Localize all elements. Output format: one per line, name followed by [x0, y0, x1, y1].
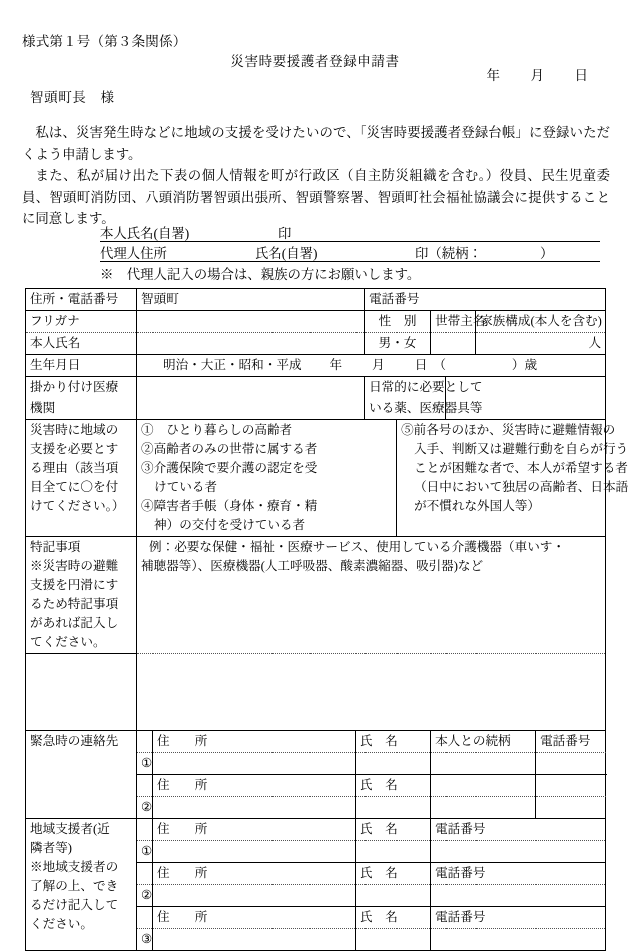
signature-block	[100, 222, 600, 283]
birthdate-value-cell[interactable]	[137, 355, 606, 377]
birthdate-label: 生年月日	[26, 355, 137, 377]
special-label-line-2: ※災害時の避難	[30, 559, 119, 573]
emergency-row-1-address-label: 住 所	[153, 731, 356, 753]
special-notes-input-cell[interactable]	[137, 654, 606, 731]
clinic-value-cell[interactable]	[137, 377, 365, 420]
table-row-emergency-1-header	[26, 731, 606, 753]
supporter-row-1-phone-input[interactable]	[431, 841, 606, 863]
reason-item-3[interactable]: ③介護保険で要介護の認定を受	[141, 461, 318, 475]
emergency-row-1-marker-top	[137, 731, 153, 753]
supporter-row-1-name-input[interactable]	[356, 841, 431, 863]
table-row-special-notes-input	[26, 654, 606, 731]
birthdate-day: 日	[414, 358, 428, 372]
emergency-row-2-name-label: 氏 名	[356, 775, 431, 797]
furigana-label: フリガナ	[26, 311, 137, 333]
supporter-row-3-phone-input[interactable]	[431, 929, 606, 951]
clinic-label-line2: 機関	[26, 398, 137, 420]
emergency-row-2-relation-label	[431, 775, 536, 797]
birthdate-month: 月	[372, 358, 385, 372]
table-row-reason	[26, 420, 606, 537]
reason-label-line-4: 目全てに〇を付	[30, 480, 119, 494]
table-row-furigana	[26, 311, 606, 333]
agent-note: ※ 代理人記入の場合は、親族の方にお願いします。	[100, 267, 421, 282]
special-label-line-6: てください。	[30, 635, 106, 649]
emergency-row-2-relation-input[interactable]	[431, 797, 536, 819]
emergency-row-2-marker: ②	[137, 797, 153, 819]
agent-address-label: 代理人住所	[100, 246, 167, 261]
reason-item-5-cont-1: 入手、判断又は避難行動を自らが行う	[414, 442, 629, 456]
special-label-line-4: るため特記事項	[30, 597, 119, 611]
supporter-row-2-marker-top	[137, 863, 153, 885]
name-label: 本人氏名	[26, 333, 137, 355]
reason-item-5-cont-2: ことが困難な者で、本人が希望する者	[414, 461, 628, 475]
reason-label-line-2: 支援を必要とす	[30, 442, 119, 456]
supporter-row-1-marker: ①	[137, 841, 153, 863]
household-head-value-cell[interactable]	[431, 333, 476, 355]
self-signature-row[interactable]	[100, 222, 600, 242]
gender-label: 性 別	[365, 311, 431, 333]
emergency-label: 緊急時の連絡先	[26, 731, 137, 819]
registration-form-table	[25, 288, 629, 951]
birthdate-age-close: ）歳	[511, 358, 538, 372]
supporter-row-1-address-label: 住 所	[153, 819, 356, 841]
furigana-value-cell[interactable]	[137, 311, 365, 333]
agent-signature-row[interactable]	[100, 242, 600, 262]
agent-name-label: 氏名(自署)	[255, 246, 318, 261]
emergency-row-1-name-label: 氏 名	[356, 731, 431, 753]
supporter-row-2-phone-input[interactable]	[431, 885, 606, 907]
reason-item-4[interactable]: ④障害者手帳（身体・療育・精	[141, 499, 318, 513]
emergency-row-1-phone-label: 電話番号	[536, 731, 606, 753]
supporter-row-3-address-label: 住 所	[153, 907, 356, 929]
reason-item-1[interactable]: ① ひとり暮らしの高齢者	[141, 423, 293, 437]
medicine-label-line1: 日常的に必要として	[365, 377, 446, 399]
body-paragraph-1: 私は、災害発生時などに地域の支援を受けたいので、「災害時要援護者登録台帳」に登録いただくよう申請します。	[22, 125, 610, 162]
table-row-name	[26, 333, 606, 355]
special-label-cell	[26, 537, 137, 654]
supporter-row-3-address-input[interactable]	[153, 929, 356, 951]
birthdate-age-open: （	[433, 358, 446, 372]
supporter-label-cell	[26, 819, 137, 951]
supporter-row-3-name-input[interactable]	[356, 929, 431, 951]
supporter-row-3-phone-label: 電話番号	[431, 907, 606, 929]
reason-label-line-3: る理由（該当項	[30, 461, 119, 475]
name-value-cell[interactable]	[137, 333, 365, 355]
emergency-row-2-marker-top	[137, 775, 153, 797]
supporter-row-2-phone-label: 電話番号	[431, 863, 606, 885]
emergency-row-2-name-input[interactable]	[356, 797, 431, 819]
reason-item-2[interactable]: ②高齢者のみの世帯に属する者	[141, 442, 318, 456]
address-phone-label: 住所・電話番号	[26, 289, 137, 311]
address-value-cell[interactable]: 智頭町	[137, 289, 365, 311]
supporter-row-3-marker: ③	[137, 929, 153, 951]
special-example-cell	[137, 537, 606, 654]
agent-seal-label: 印（続柄：	[415, 246, 482, 261]
form-number: 様式第１号（第３条関係）	[22, 34, 187, 49]
emergency-row-1-name-input[interactable]	[356, 753, 431, 775]
agent-seal-close: ）	[540, 246, 554, 261]
reason-label-cell	[26, 420, 137, 537]
birthdate-year: 年	[329, 358, 343, 372]
body-text	[22, 122, 610, 230]
date-day-label: 日	[574, 68, 588, 83]
supporter-row-1-phone-label: 電話番号	[431, 819, 606, 841]
reason-item-5-cont-4: が不慣れな外国人等）	[414, 499, 540, 513]
reason-item-3-cont: けている者	[154, 480, 217, 494]
emergency-row-1-relation-input[interactable]	[431, 753, 536, 775]
reason-label-line-1: 災害時に地域の	[30, 423, 119, 437]
reason-item-5-cont-3: （日中において独居の高齢者、日本語	[414, 480, 629, 494]
supporter-label-line-6: ください。	[30, 917, 93, 931]
emergency-row-2-address-label: 住 所	[153, 775, 356, 797]
family-composition-value-cell[interactable]: 人	[476, 333, 606, 355]
table-row-special-notes	[26, 537, 606, 654]
supporter-row-2-marker: ②	[137, 885, 153, 907]
date-line	[0, 64, 630, 84]
self-name-label: 本人氏名(自署)	[100, 226, 190, 241]
supporter-label-line-4: 了解の上、でき	[30, 879, 119, 893]
reason-items-right[interactable]	[397, 420, 629, 537]
reason-item-4-cont: 神）の交付を受けている者	[154, 518, 306, 532]
special-example-line-2: 補聴器等）、医療機器(人工呼吸器、酸素濃縮器、吸引器)など	[141, 559, 484, 573]
birthdate-eras: 明治・大正・昭和・平成	[163, 358, 302, 372]
supporter-row-1-address-input[interactable]	[153, 841, 356, 863]
special-label-line-3: 支援を円滑にす	[30, 578, 119, 592]
reason-item-5[interactable]: ⑤前各号のほか、災害時に避難情報の	[401, 423, 616, 437]
supporter-label-line-5: るだけ記入して	[30, 898, 119, 912]
supporter-row-2-address-input[interactable]	[153, 885, 356, 907]
supporter-row-2-address-label: 住 所	[153, 863, 356, 885]
supporter-label-line-2: 隣者等)	[30, 841, 72, 855]
special-label-spacer	[26, 654, 137, 731]
special-label-line-1: 特記事項	[30, 540, 81, 554]
gender-value[interactable]: 男・女	[365, 333, 431, 355]
date-month-label: 月	[530, 68, 544, 83]
clinic-label-line1: 掛かり付け医療	[26, 377, 137, 399]
family-composition-label: 家族構成(本人を含む)	[476, 311, 606, 333]
phone-label-cell[interactable]: 電話番号	[365, 289, 606, 311]
supporter-row-2-name-label: 氏 名	[356, 863, 431, 885]
emergency-row-2-phone-input[interactable]	[536, 797, 606, 819]
table-row-supporter-1-header	[26, 819, 606, 841]
household-head-label: 世帯主名	[431, 311, 476, 333]
addressee: 智頭町長 様	[30, 90, 115, 105]
medicine-label-line2: いる薬、医療器具等	[365, 398, 446, 420]
supporter-label-line-3: ※地域支援者の	[30, 860, 119, 874]
table-row-address	[26, 289, 606, 311]
date-year-label: 年	[486, 68, 500, 83]
table-row-birthdate	[26, 355, 606, 377]
emergency-row-1-relation-label: 本人との続柄	[431, 731, 536, 753]
special-example-line-1: 例：必要な保健・福祉・医療サービス、使用している介護機器（車いす・	[149, 540, 565, 554]
supporter-row-3-name-label: 氏 名	[356, 907, 431, 929]
supporter-row-3-marker-top	[137, 907, 153, 929]
reason-label-line-5: けてください。）	[30, 499, 125, 513]
document-title: 災害時要援護者登録申請書	[230, 54, 400, 69]
emergency-row-2-address-input[interactable]	[153, 797, 356, 819]
emergency-row-1-marker: ①	[137, 753, 153, 775]
supporter-row-1-name-label: 氏 名	[356, 819, 431, 841]
special-label-line-5: があれば記入し	[30, 616, 119, 630]
supporter-label-line-1: 地域支援者(近	[30, 822, 110, 836]
table-row-clinic	[26, 377, 606, 399]
reason-items-left[interactable]	[137, 420, 397, 537]
emergency-row-1-address-input[interactable]	[153, 753, 356, 775]
emergency-row-2-phone-label	[536, 775, 606, 797]
self-seal-label: 印	[278, 226, 292, 241]
supporter-row-1-marker-top	[137, 819, 153, 841]
supporter-row-2-name-input[interactable]	[356, 885, 431, 907]
body-paragraph-2: また、私が届け出た下表の個人情報を町が行政区（自主防災組織を含む。）役員、民生児童委員、智頭町消防団、八頭消防署智頭出張所、智頭警察署、智頭町社会福祉協議会に提供することに同意します。	[22, 168, 610, 226]
emergency-row-1-phone-input[interactable]	[536, 753, 606, 775]
